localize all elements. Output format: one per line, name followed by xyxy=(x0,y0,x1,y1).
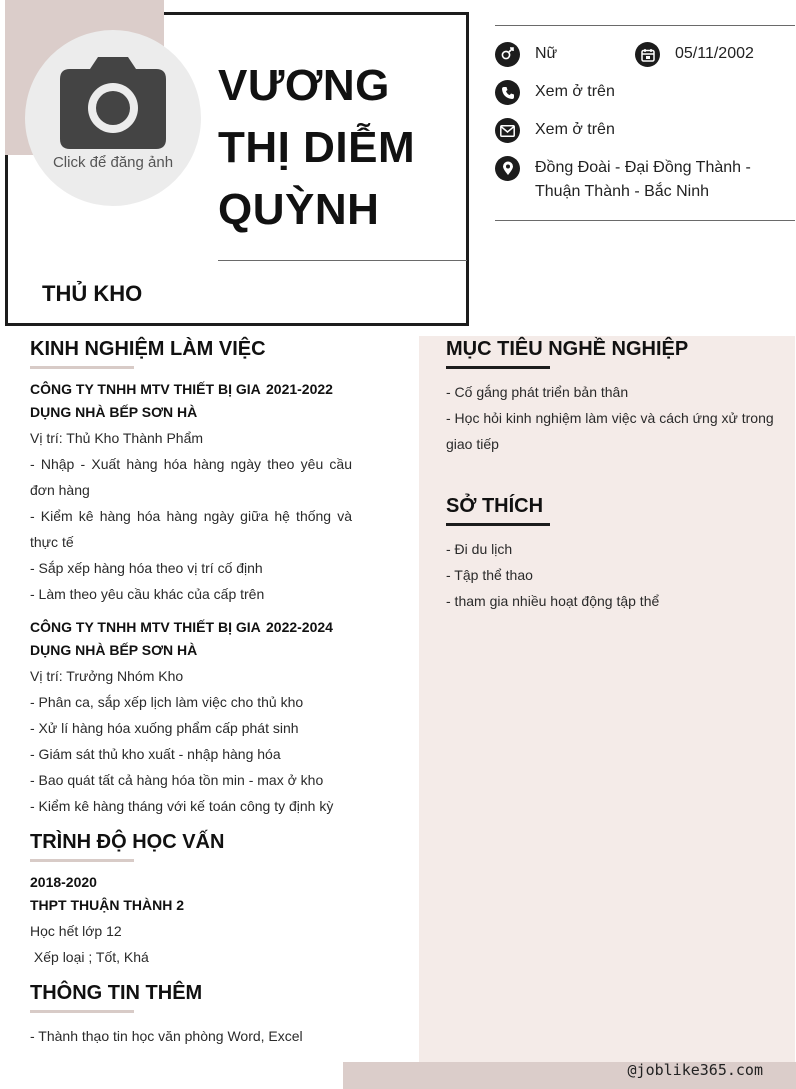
name-line: THỊ DIỄM xyxy=(218,123,416,172)
contact-divider-top xyxy=(495,25,795,26)
list-item: - Học hỏi kinh nghiệm làm việc và cách ứng xử trong giao tiếp xyxy=(446,410,774,452)
job-position: Vị trí: Thủ Kho Thành Phẩm xyxy=(30,430,204,446)
section-underline xyxy=(30,366,134,369)
education-period: 2018-2020 xyxy=(30,874,97,890)
list-item: - tham gia nhiều hoạt động tập thể xyxy=(446,593,660,609)
birthday-value: 05/11/2002 xyxy=(675,45,754,62)
section-title: MỤC TIÊU NGHỀ NGHIỆP xyxy=(446,338,689,360)
extra-info-list xyxy=(30,1023,303,1049)
section-title: THÔNG TIN THÊM xyxy=(30,982,203,1004)
hobbies-list xyxy=(446,536,659,614)
job-duty: - Nhập - Xuất hàng hóa hàng ngày theo yêu cầu đơn hàng xyxy=(30,456,352,498)
section-title: SỞ THÍCH xyxy=(446,495,544,517)
company-name: DỤNG NHÀ BẾP SƠN HÀ xyxy=(30,642,198,658)
calendar-icon xyxy=(635,42,660,67)
list-item: - Tập thể thao xyxy=(446,567,533,583)
job-duty: - Kiểm kê hàng hóa hàng ngày giữa hệ thống và thực tế xyxy=(30,508,352,550)
job-position: Vị trí: Trưởng Nhóm Kho xyxy=(30,668,184,684)
extra-info-section xyxy=(30,982,202,1013)
job-entry xyxy=(30,616,352,819)
email-icon xyxy=(495,118,520,143)
address-line: Đồng Đoài - Đại Đồng Thành - xyxy=(535,159,751,176)
job-period: 2022-2024 xyxy=(266,619,333,635)
section-underline xyxy=(30,859,134,862)
job-duty: - Kiểm kê hàng tháng với kế toán công ty định kỳ xyxy=(30,798,334,814)
objective-list xyxy=(446,379,781,457)
objective-section xyxy=(446,338,688,369)
header-frame-bottom xyxy=(5,323,469,326)
job-duty: - Phân ca, sắp xếp lịch làm việc cho thủ kho xyxy=(30,694,304,710)
header-frame-top xyxy=(164,12,469,15)
section-underline xyxy=(446,366,550,369)
list-item: - Đi du lịch xyxy=(446,541,513,557)
job-period: 2021-2022 xyxy=(266,381,333,397)
job-duty: - Bao quát tất cả hàng hóa tồn min - max ở kho xyxy=(30,772,324,788)
name-line: QUỲNH xyxy=(218,185,380,234)
header-frame-right xyxy=(466,12,469,326)
job-entry xyxy=(30,378,352,607)
job-duty: - Giám sát thủ kho xuất - nhập hàng hóa xyxy=(30,746,281,762)
location-icon xyxy=(495,156,520,181)
name-line: VƯƠNG xyxy=(218,61,390,110)
email-value: Xem ở trên xyxy=(535,121,615,138)
company-name: CÔNG TY TNHH MTV THIẾT BỊ GIA xyxy=(30,381,261,397)
profile-photo-upload[interactable] xyxy=(25,30,201,206)
full-name xyxy=(218,55,458,241)
phone-icon xyxy=(495,80,520,105)
education-detail: Xếp loại ; Tốt, Khá xyxy=(30,949,149,965)
job-duty: - Sắp xếp hàng hóa theo vị trí cố định xyxy=(30,560,263,576)
experience-section xyxy=(30,338,266,369)
name-divider xyxy=(218,260,467,261)
list-item: - Thành thạo tin học văn phòng Word, Excel xyxy=(30,1028,303,1044)
hobbies-section xyxy=(446,495,550,526)
education-section xyxy=(30,831,224,862)
section-underline xyxy=(30,1010,134,1013)
phone-value: Xem ở trên xyxy=(535,83,615,100)
address-value xyxy=(535,156,751,204)
section-title: KINH NGHIỆM LÀM VIỆC xyxy=(30,338,266,360)
school-name: THPT THUẬN THÀNH 2 xyxy=(30,897,184,913)
gender-value: Nữ xyxy=(535,45,558,62)
job-duty: - Xử lí hàng hóa xuống phẩm cấp phát sinh xyxy=(30,720,299,736)
job-duty: - Làm theo yêu cầu khác của cấp trên xyxy=(30,586,265,602)
camera-icon xyxy=(60,55,166,151)
company-name: DỤNG NHÀ BẾP SƠN HÀ xyxy=(30,404,198,420)
company-name: CÔNG TY TNHH MTV THIẾT BỊ GIA xyxy=(30,619,261,635)
footer-watermark: @joblike365.com xyxy=(627,1061,763,1079)
section-title: TRÌNH ĐỘ HỌC VẤN xyxy=(30,831,225,853)
section-underline xyxy=(446,523,550,526)
education-entry xyxy=(30,871,352,970)
gender-icon xyxy=(495,42,520,67)
education-detail: Học hết lớp 12 xyxy=(30,923,122,939)
header-frame-left xyxy=(5,155,8,326)
contact-divider-bottom xyxy=(495,220,795,221)
photo-caption: Click để đăng ảnh xyxy=(52,154,174,171)
list-item: - Cố gắng phát triển bản thân xyxy=(446,384,629,400)
address-line: Thuận Thành - Bắc Ninh xyxy=(535,183,710,200)
job-title: THỦ KHO xyxy=(42,281,143,306)
